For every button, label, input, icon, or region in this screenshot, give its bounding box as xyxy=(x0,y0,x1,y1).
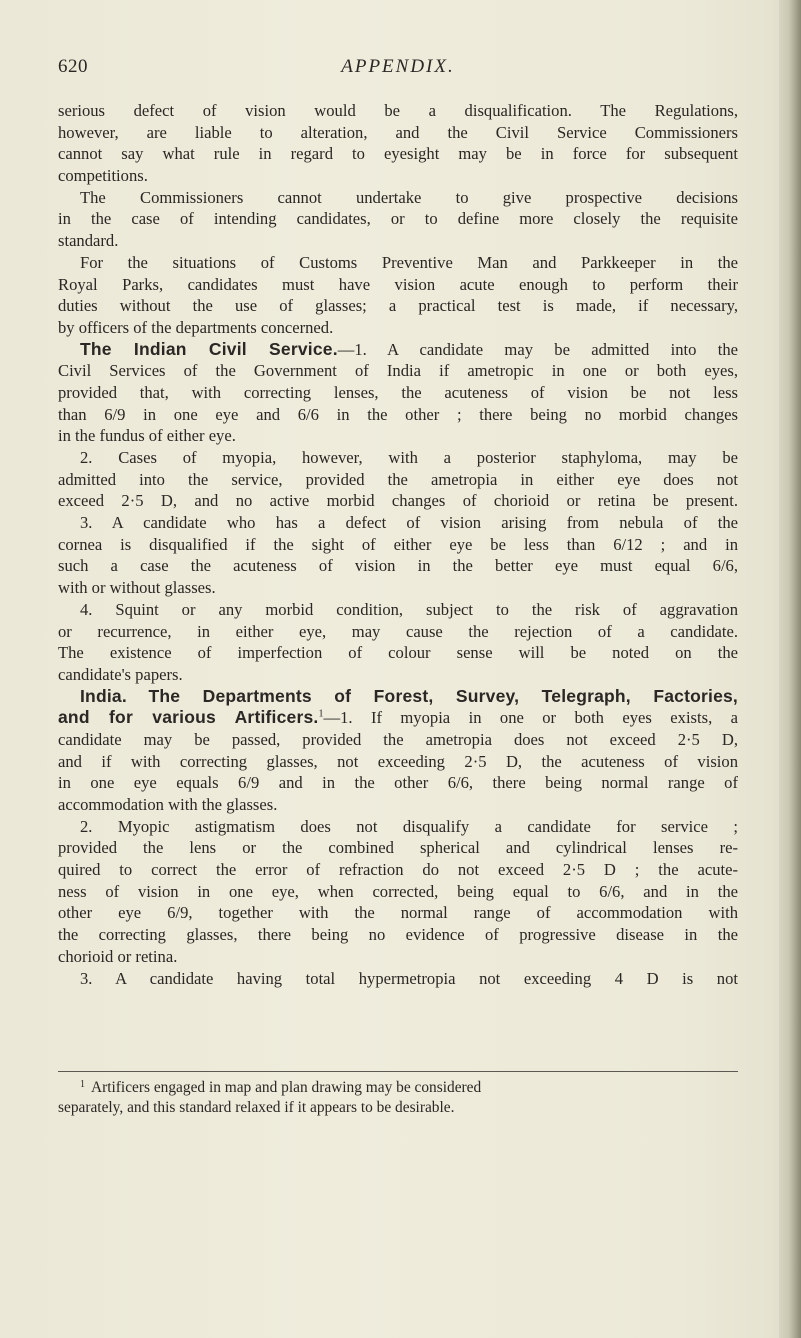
text-line: competitions. xyxy=(58,166,148,186)
page-text xyxy=(58,100,738,989)
text-line: cornea is disqualified if the sight of either eye be less than 6/12 ; and in xyxy=(58,534,738,554)
text-line: such a case the acuteness of vision in the better eye must equal 6/6, xyxy=(58,556,738,576)
text-line: 2. Cases of myopia, however, with a posterior staphyloma, may be xyxy=(80,448,738,467)
text-line: chorioid or retina. xyxy=(58,946,178,966)
text-line: by officers of the departments concerned. xyxy=(58,317,334,337)
text-line: candidate's papers. xyxy=(58,664,183,684)
text-line: exceed 2·5 D, and no active morbid changes of chorioid or retina be present. xyxy=(58,491,738,511)
section-heading-line xyxy=(58,686,738,708)
text-line: other eye 6/9, together with the normal range of accommodation with xyxy=(58,903,738,923)
footnote-line: separately, and this standard relaxed if it appears to be desirable. xyxy=(58,1099,455,1116)
text-line: 3. A candidate who has a defect of vision arising from nebula of the xyxy=(80,513,738,533)
text-line: standard. xyxy=(58,231,119,251)
text-line: For the situations of Customs Preventive Man and Parkkeeper in the xyxy=(80,252,738,272)
text-line: cannot say what rule in regard to eyesight may be in force for subsequent xyxy=(58,144,738,164)
footnote xyxy=(58,1078,738,1118)
text-line: duties without the use of glasses; a practical test is made, if necessary, xyxy=(58,296,738,316)
text-line: Civil Services of the Government of India if ametropic in one or both eyes, xyxy=(58,361,738,381)
section-heading-line xyxy=(58,339,738,361)
text-line: with or without glasses. xyxy=(58,578,216,598)
page-number: 620 xyxy=(58,56,88,77)
text-line: The existence of imperfection of colour sense will be noted on the xyxy=(58,643,738,663)
text-line: 4. Squint or any morbid condition, subject to the risk of aggravation xyxy=(80,599,738,619)
section-heading-indian-civil-service: The Indian Civil Service. xyxy=(80,338,338,359)
text-line: the correcting glasses, there being no evidence of progressive disease in the xyxy=(58,925,738,945)
text-line: —1. A candidate may be admitted into the xyxy=(337,339,738,359)
text-line: —1. If myopia in one or both eyes exists, a xyxy=(323,708,738,728)
footnote-divider xyxy=(58,1071,738,1072)
text-line: in the case of intending candidates, or to define more closely the requisite xyxy=(58,209,738,229)
text-line: in the fundus of either eye. xyxy=(58,426,236,446)
text-line: admitted into the service, provided the ametropia in either eye does not xyxy=(58,469,738,489)
page-header xyxy=(58,56,738,80)
text-line: accommodation with the glasses. xyxy=(58,795,278,814)
text-line: Royal Parks, candidates must have vision acute enough to perform their xyxy=(58,274,738,294)
footnote-reference[interactable]: 1 xyxy=(318,708,324,720)
text-line: or recurrence, in either eye, may cause the rejection of a candidate. xyxy=(58,621,738,641)
footnote-text: Artificers engaged in map and plan drawing may be considered xyxy=(91,1079,482,1096)
text-line: provided that, with correcting lenses, the acuteness of vision be not less xyxy=(58,382,738,402)
section-heading-artificers: and for various Artificers. xyxy=(58,707,319,728)
text-line: candidate may be passed, provided the ametropia does not exceed 2·5 D, xyxy=(58,729,738,749)
text-line: serious defect of vision would be a disqualification. The Regulations, xyxy=(58,101,738,120)
section-heading-departments: The Departments of Forest, Survey, Telegraph, Factories, xyxy=(148,685,738,706)
text-line: in one eye equals 6/9 and in the other 6/6, there being normal range of xyxy=(58,773,738,793)
section-heading-india: India. xyxy=(80,685,127,706)
page-binding-shadow xyxy=(779,0,801,1338)
text-line: however, are liable to alteration, and the Civil Service Commissioners xyxy=(58,122,738,142)
text-line: 2. Myopic astigmatism does not disqualify a candidate for service ; xyxy=(80,816,738,836)
text-line: provided the lens or the combined spherical and cylindrical lenses re- xyxy=(58,838,738,858)
running-head: APPENDIX. xyxy=(341,56,455,77)
text-line: quired to correct the error of refraction do not exceed 2·5 D ; the acute- xyxy=(58,860,738,880)
text-line: 3. A candidate having total hypermetropia not exceeding 4 D is not xyxy=(80,968,738,988)
footnote-marker: 1 xyxy=(80,1079,85,1090)
text-line: than 6/9 in one eye and 6/6 in the other ; there being no morbid changes xyxy=(58,404,738,424)
section-heading-line xyxy=(58,707,738,729)
text-line: The Commissioners cannot undertake to give prospective decisions xyxy=(80,187,738,207)
text-line: ness of vision in one eye, when corrected, being equal to 6/6, and in the xyxy=(58,881,738,901)
text-line: and if with correcting glasses, not exceeding 2·5 D, the acuteness of vision xyxy=(58,751,738,771)
footnote-line xyxy=(58,1078,738,1098)
